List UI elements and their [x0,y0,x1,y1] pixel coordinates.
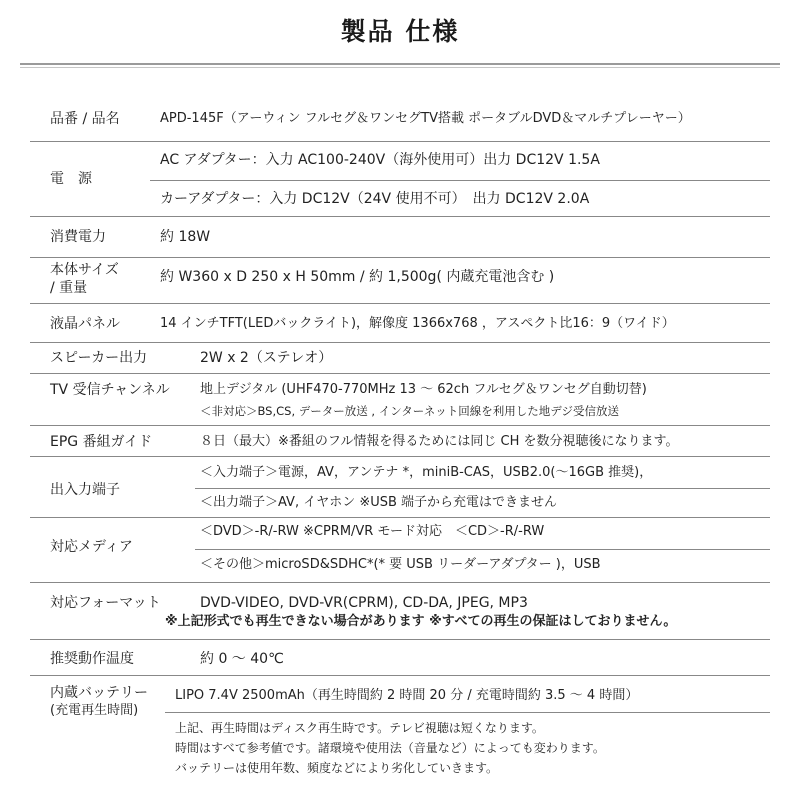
model-label: 品番 / 品名 [50,111,120,127]
row-divider [30,425,770,426]
temperature-value: 約 0 ～ 40℃ [200,651,284,667]
row-divider [30,582,770,583]
media-other-value: ＜その他＞microSD&SDHC*(* 要 USB リーダーアダプター )，USB [200,557,601,572]
battery-sublabel: (充電再生時間) [50,703,139,718]
weight-label: / 重量 [50,280,88,296]
row-divider [30,517,770,518]
epg-value: ８日（最大）※番組のフル情報を得るためには同じ CH を数分視聴後になります。 [200,434,679,449]
row-divider [30,257,770,258]
battery-note-2: 時間はすべて参考値です。諸環境や使用法（音量など）によっても変わります。 [175,741,605,755]
epg-label: EPG 番組ガイド [50,434,153,450]
media-label: 対応メディア [50,539,133,555]
lcd-label: 液晶パネル [50,316,120,332]
row-divider [30,675,770,676]
format-note: ※上記形式でも再生できない場合があります ※すべての再生の保証はしておりません。 [165,614,677,629]
page-title: 製品 仕様 [340,17,460,46]
io-output-value: ＜出力端子＞AV, イヤホン ※USB 端子から充電はできません [200,495,558,510]
battery-sub-divider [165,712,770,713]
title-divider [20,63,780,65]
consumption-label: 消費電力 [50,229,106,245]
media-sub-divider [195,549,770,550]
lcd-value: 14 インチTFT(LEDバックライト)，解像度 1366x768 ，アスペクト比16：9（ワイド） [160,316,675,331]
speaker-label: スピーカー出力 [50,350,148,366]
power-car-value: カーアダプター：入力 DC12V（24V 使用不可） 出力 DC12V 2.0A [160,191,590,207]
tv-value: 地上デジタル (UHF470-770MHz 13 ～ 62ch フルセグ＆ワンセグ自動切替) [200,382,647,397]
media-disc-value: ＜DVD＞-R/-RW ※CPRM/VR モード対応 ＜CD＞-R/-RW [200,524,545,539]
power-sub-divider [150,180,770,181]
size-value: 約 W360 x D 250 x H 50mm / 約 1,500g( 内蔵充電池含む ) [160,269,555,285]
row-divider [30,216,770,217]
row-divider [30,639,770,640]
io-sub-divider [195,488,770,489]
row-divider [30,342,770,343]
consumption-value: 約 18W [160,229,211,245]
io-label: 出入力端子 [50,482,120,498]
power-label: 電 源 [50,171,92,187]
temperature-label: 推奨動作温度 [50,651,134,667]
row-divider [30,141,770,142]
battery-note-1: 上記、再生時間はディスク再生時です。テレビ視聴は短くなります。 [175,721,544,735]
power-ac-value: AC アダプター：入力 AC100-240V（海外使用可）出力 DC12V 1.5A [160,152,600,168]
battery-label: 内蔵バッテリー [50,685,148,701]
row-divider [30,303,770,304]
row-divider [30,373,770,374]
speaker-value: 2W x 2（ステレオ） [200,350,333,366]
io-input-value: ＜入力端子＞電源，AV，アンテナ *，miniB-CAS，USB2.0(～16GB 推奨)， [200,465,653,480]
tv-note: ＜非対応＞BS,CS, データー放送 , インターネット回線を利用した地デジ受信放送 [200,404,619,418]
model-value: APD-145F（アーウィン フルセグ＆ワンセグTV搭載 ポータブルDVD＆マルチプレーヤー） [160,111,691,126]
tv-label: TV 受信チャンネル [50,382,170,398]
format-value: DVD-VIDEO, DVD-VR(CPRM), CD-DA, JPEG, MP3 [200,595,528,611]
size-label: 本体サイズ [50,262,119,278]
title-divider-thin [20,67,780,68]
format-label: 対応フォーマット [50,595,161,611]
battery-value: LIPO 7.4V 2500mAh（再生時間約 2 時間 20 分 / 充電時間約 3.5 ～ 4 時間） [175,688,639,703]
battery-note-3: バッテリーは使用年数、頻度などにより劣化していきます。 [175,761,499,775]
row-divider [30,456,770,457]
